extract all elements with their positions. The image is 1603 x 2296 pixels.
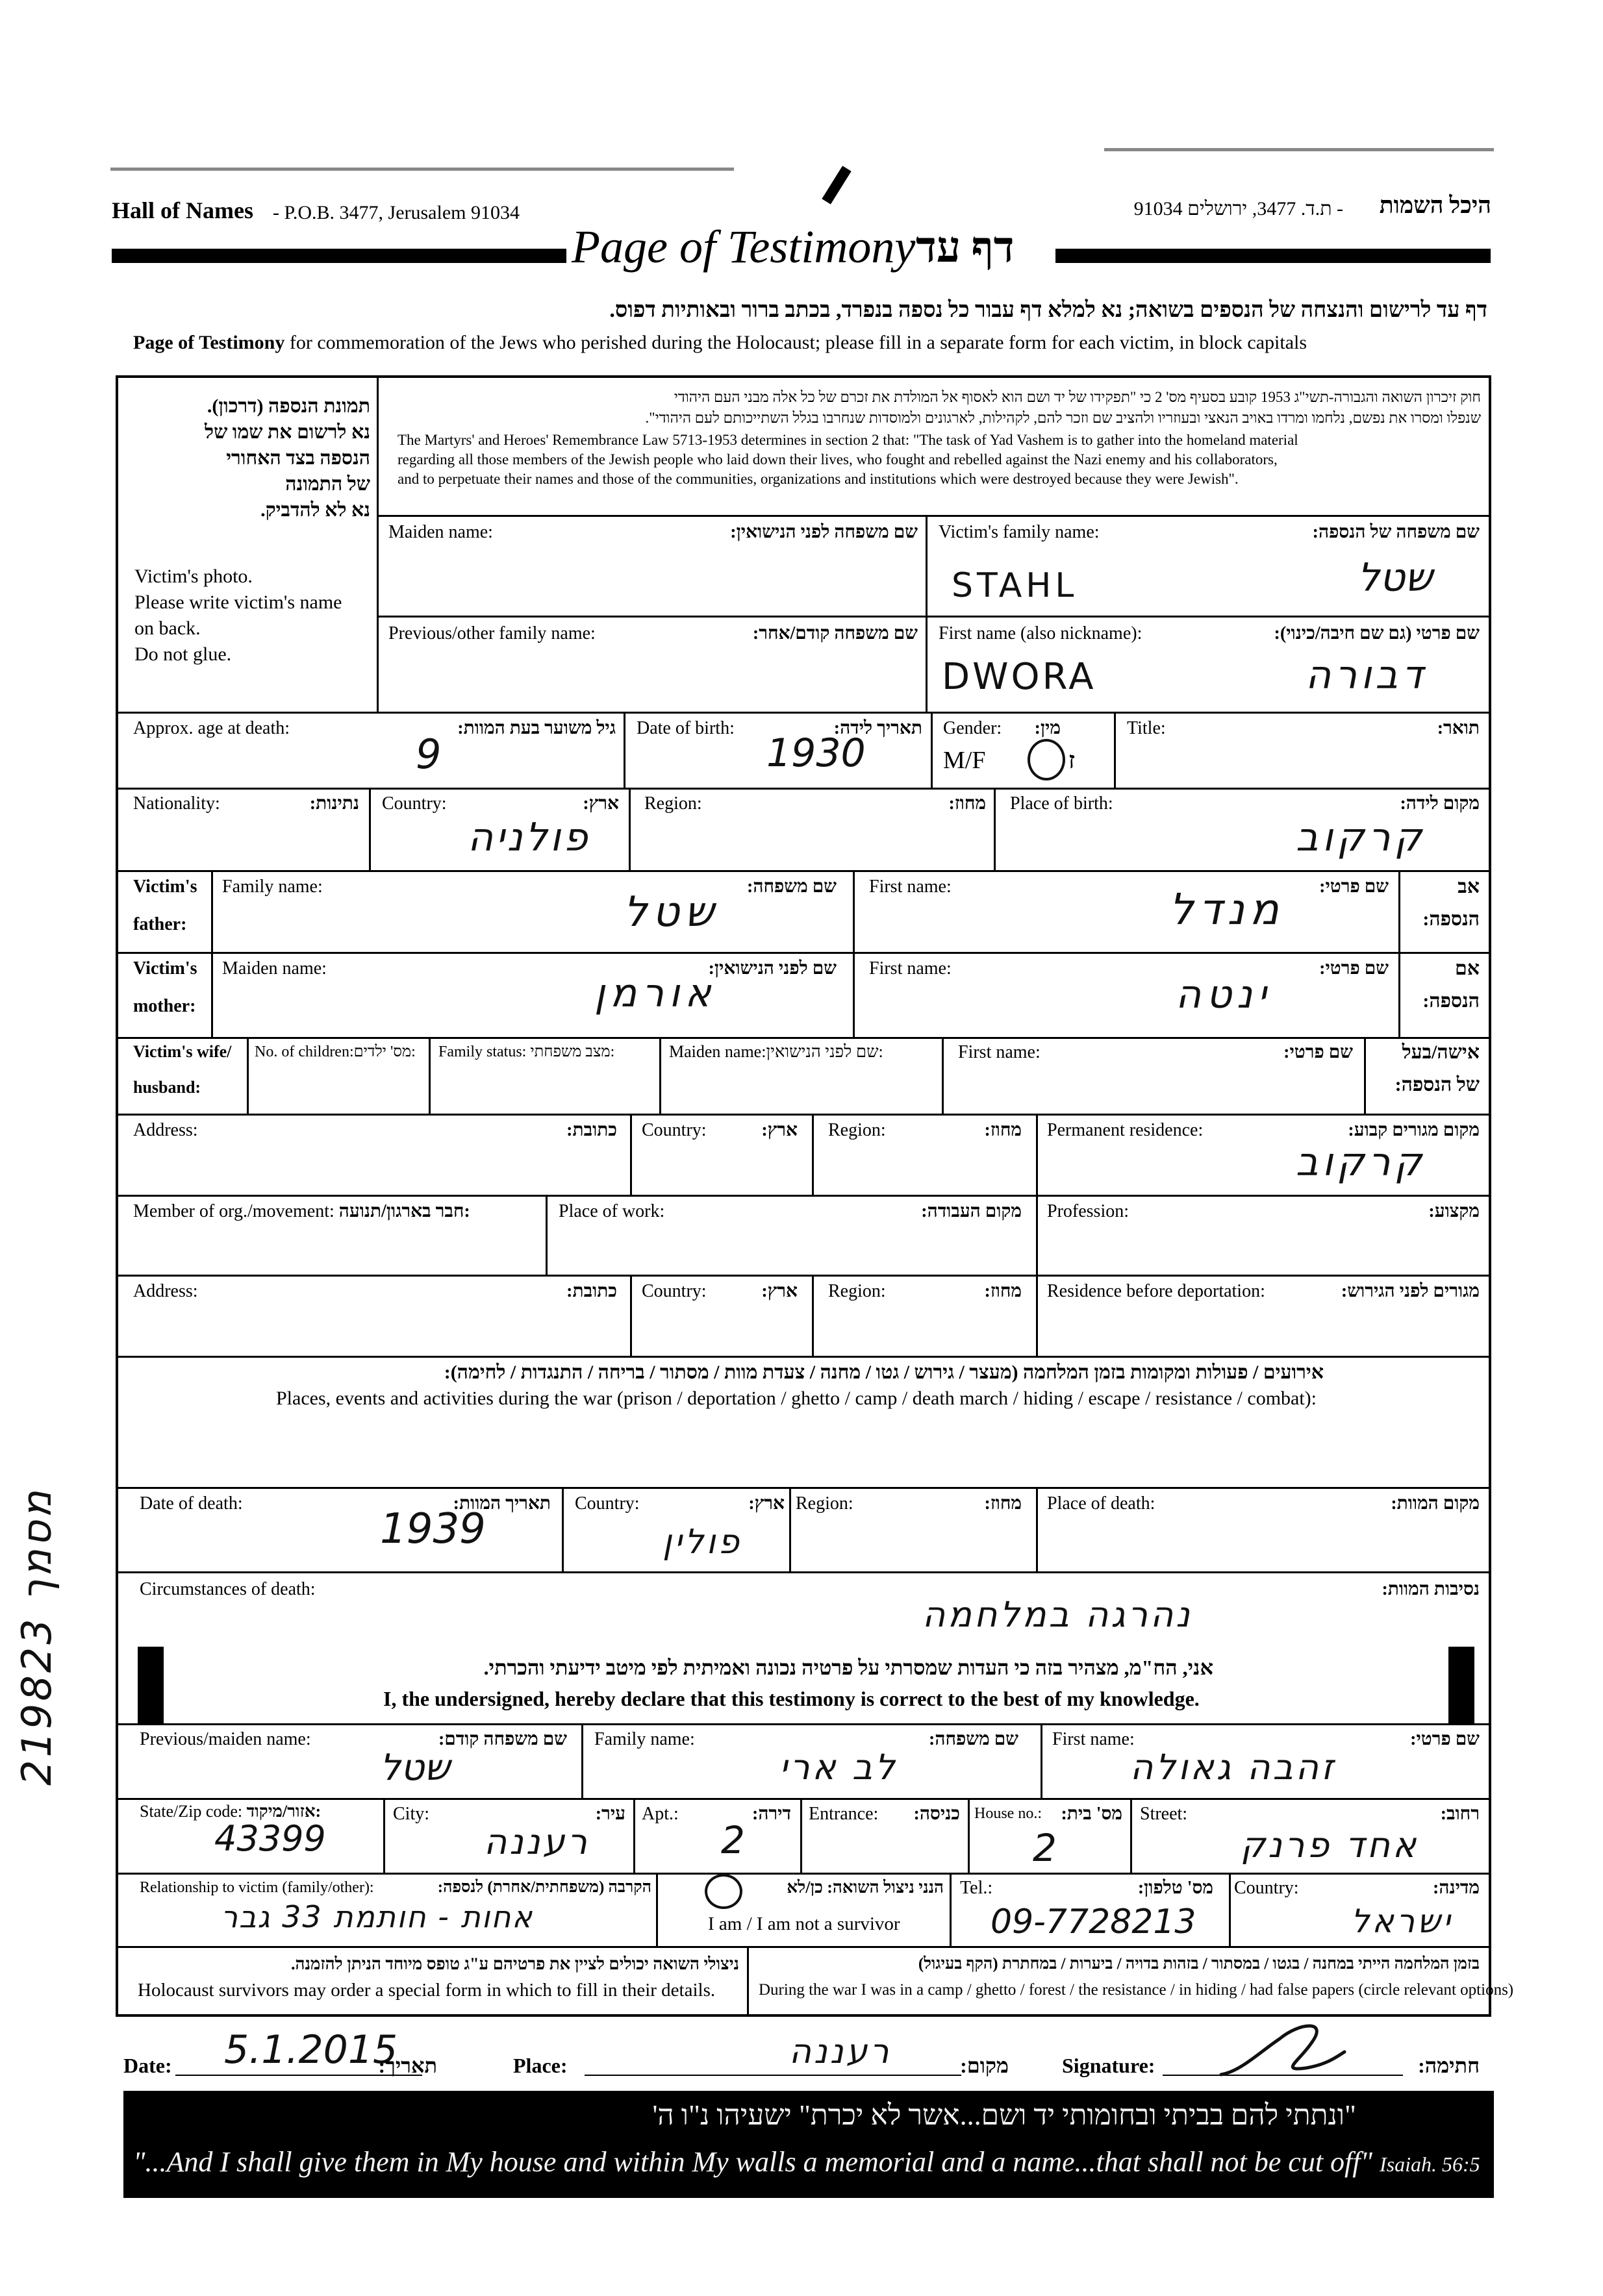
pob-label-he: מקום לידה: bbox=[1400, 793, 1480, 814]
family-label-he: שם משפחה של הנספה: bbox=[1312, 522, 1480, 542]
page-title-en: Page of Testimony bbox=[572, 221, 916, 273]
sub-country-label-en: Country: bbox=[1234, 1878, 1299, 1898]
sub-prev-label-en: Previous/maiden name: bbox=[140, 1729, 311, 1749]
circ-value: נהרגה במלחמה bbox=[922, 1594, 1193, 1635]
first-name-label-he: שם פרטי (גם שם חיבה/כינוי): bbox=[1274, 623, 1480, 643]
spouse-label-en-2: husband: bbox=[133, 1078, 201, 1097]
first-name-label-en: First name (also nickname): bbox=[939, 623, 1142, 643]
rule-sub-addr-top bbox=[116, 1798, 1491, 1800]
member-label: Member of org./movement: חבר בארגון/תנועה: bbox=[133, 1201, 470, 1221]
rule-events-top bbox=[116, 1356, 1491, 1358]
first-name-he-value: דבורה bbox=[1306, 653, 1427, 698]
rule-names-top bbox=[377, 515, 1491, 517]
gender-circle-mark bbox=[1028, 739, 1065, 780]
photo-he-4: של התמונה bbox=[285, 473, 370, 495]
rule-addr-2 bbox=[812, 1114, 814, 1195]
rule-age-top bbox=[116, 712, 1491, 714]
law-en-1: The Martyrs' and Heroes' Remembrance Law 5713-1953 determines in section 2 that: "The task of Yad Vashem is to gather into the homeland material bbox=[398, 432, 1298, 448]
father-first-label-he: שם פרטי: bbox=[1319, 877, 1389, 897]
survivor-form-he: ניצולי השואה יכולים לציין את פרטיהם ע"ג טופס מיוחד הניתן להזמנה. bbox=[291, 1954, 739, 1973]
rule-death-top bbox=[116, 1487, 1491, 1489]
rule-rel-2 bbox=[950, 1873, 952, 1946]
house-value: 2 bbox=[1033, 1826, 1057, 1870]
mother-label-en-2: mother: bbox=[133, 996, 196, 1016]
work-label-en: Place of work: bbox=[559, 1201, 665, 1221]
title-bar-right bbox=[1055, 249, 1491, 263]
hall-address-en: - P.O.B. 3477, Jerusalem 91034 bbox=[273, 202, 520, 223]
maiden-label-he: שם משפחה לפני הנישואין: bbox=[730, 522, 918, 542]
sub-first-value: זהבה גאולה bbox=[1130, 1747, 1336, 1788]
place-line bbox=[585, 2075, 961, 2076]
father-family-label-he: שם משפחה: bbox=[747, 877, 837, 897]
rule-death-1 bbox=[562, 1487, 564, 1571]
declaration-en: I, the undersigned, hereby declare that this testimony is correct to the best of my knowledge. bbox=[383, 1687, 1200, 1710]
family-name-he-value: שטל bbox=[1357, 555, 1433, 601]
rule-age-1 bbox=[624, 712, 625, 788]
profession-label-he: מקצוע: bbox=[1428, 1201, 1480, 1221]
street-label-en: Street: bbox=[1140, 1804, 1188, 1824]
circ-label-en: Circumstances of death: bbox=[140, 1579, 316, 1599]
relationship-label-he: הקרבה (משפחתית/אחרת) לנספה: bbox=[437, 1878, 651, 1896]
spouse-first-label-en: First name: bbox=[958, 1042, 1041, 1062]
rule-age-2 bbox=[931, 712, 933, 788]
apt-value: 2 bbox=[721, 1818, 745, 1862]
house-label-en: House no.: bbox=[974, 1805, 1042, 1822]
perm-residence-label-en: Permanent residence: bbox=[1047, 1120, 1204, 1140]
rule-names-mid bbox=[926, 515, 928, 712]
zip-value: 43399 bbox=[214, 1818, 326, 1859]
rule-death-3 bbox=[1036, 1487, 1038, 1571]
spouse-label-en-1: Victim's wife/ bbox=[133, 1042, 232, 1061]
spouse-maiden-label: Maiden name:שם לפני הנישואין: bbox=[669, 1042, 883, 1061]
place-label-en: Place: bbox=[513, 2054, 568, 2077]
spouse-first-label-he: שם פרטי: bbox=[1283, 1042, 1353, 1062]
dep-country-label-en: Country: bbox=[642, 1281, 707, 1301]
rule-circ-top bbox=[116, 1571, 1491, 1573]
profession-label-en: Profession: bbox=[1047, 1201, 1129, 1221]
addr-region-label-en: Region: bbox=[828, 1120, 886, 1140]
rule-dep-3 bbox=[1036, 1275, 1038, 1356]
war-options-en: During the war I was in a camp / ghetto / forest / the resistance / in hiding / had false papers (circle relevant options) bbox=[759, 1981, 1514, 1999]
rule-spouse-3 bbox=[659, 1037, 661, 1114]
footer-verse-en: "...And I shall give them in My house and within My walls a memorial and a name...that shall not be cut off" Isaiah. 56:5 bbox=[133, 2146, 1480, 2178]
pod-label-en: Place of death: bbox=[1047, 1493, 1155, 1514]
nationality-label-en: Nationality: bbox=[133, 793, 220, 814]
apt-label-en: Apt.: bbox=[642, 1804, 679, 1824]
title-label-he: תואר: bbox=[1437, 718, 1480, 738]
addr-region-label-he: מחוז: bbox=[984, 1120, 1022, 1140]
sub-country-label-he: מדינה: bbox=[1433, 1878, 1480, 1898]
decl-bar-left bbox=[138, 1647, 164, 1723]
nat-region-label-en: Region: bbox=[644, 793, 702, 814]
sub-family-label-he: שם משפחה: bbox=[929, 1729, 1018, 1749]
dep-address-label-en: Address: bbox=[133, 1281, 198, 1301]
dod-value: 1939 bbox=[380, 1505, 486, 1553]
entrance-label-en: Entrance: bbox=[809, 1804, 879, 1824]
rule-addr-3 bbox=[1036, 1114, 1038, 1195]
rule-spouse-2 bbox=[429, 1037, 431, 1114]
street-value: אחד פרנק bbox=[1241, 1825, 1419, 1866]
sub-prev-label-he: שם משפחה קודם: bbox=[438, 1729, 567, 1749]
gender-label-en: Gender: bbox=[943, 718, 1002, 738]
tel-label-he: מס' טלפון: bbox=[1137, 1878, 1213, 1898]
mother-maiden-label-he: שם לפני הנישואין: bbox=[708, 958, 837, 979]
rule-org-2 bbox=[1036, 1195, 1038, 1275]
law-he-1: חוק זיכרון השואה והגבורה-תשי"ג 1953 קובע בסעיף מס' 2 כי "תפקידו של יד ושם הוא לאסוף אל המולדת את זכרם של כל אלה מבני העם היהודי bbox=[674, 389, 1481, 405]
title-label-en: Title: bbox=[1127, 718, 1166, 738]
dod-label-en: Date of death: bbox=[140, 1493, 243, 1514]
rule-nat-1 bbox=[369, 788, 371, 870]
addr-country-label-en: Country: bbox=[642, 1120, 707, 1140]
survivor-form-en: Holocaust survivors may order a special form in which to fill in their details. bbox=[138, 1980, 716, 2001]
city-label-en: City: bbox=[393, 1804, 430, 1824]
death-country-value: פולין bbox=[663, 1523, 742, 1562]
gender-mf: M/F bbox=[943, 747, 986, 774]
rule-rel-top bbox=[116, 1873, 1491, 1875]
relationship-label-en: Relationship to victim (family/other): bbox=[140, 1879, 374, 1896]
decl-bar-right bbox=[1448, 1647, 1474, 1723]
nat-country-label-en: Country: bbox=[382, 793, 447, 814]
sub-first-label-en: First name: bbox=[1052, 1729, 1135, 1749]
father-family-value: שטל bbox=[624, 888, 720, 936]
rule-sa-1 bbox=[383, 1798, 385, 1873]
photo-he-1: תמונת הנספה (דרכון). bbox=[207, 395, 370, 417]
photo-en-2: Please write victim's name bbox=[134, 592, 342, 613]
entrance-label-he: כניסה: bbox=[913, 1804, 960, 1824]
death-region-label-en: Region: bbox=[796, 1493, 853, 1514]
header-faded-line-right bbox=[1104, 148, 1494, 151]
dod-label-he: תאריך המוות: bbox=[453, 1493, 551, 1514]
rule-spouse-5 bbox=[1364, 1037, 1366, 1114]
photo-he-5: נא לא להדביק. bbox=[260, 499, 370, 521]
declaration-he: אני, הח"מ, מצהיר בזה כי העדות שמסרתי על פרטיה נכונה ואמיתית לפי מיטב ידיעתי והכרתי. bbox=[483, 1656, 1213, 1679]
sub-prev-value: שטל bbox=[380, 1747, 450, 1789]
pob-value: קרקוב bbox=[1296, 815, 1426, 860]
events-label-he: אירועים / פעולות ומקומות בזמן המלחמה (מעצר / גירוש / גטו / מחנה / צעדת מוות / מסתור / בריחה / התנגדות / לחימה): bbox=[444, 1362, 1324, 1383]
place-value: רעננה bbox=[789, 2032, 892, 2071]
mother-maiden-value: אורמן bbox=[594, 971, 716, 1016]
mother-label-he-1: אם bbox=[1455, 958, 1480, 979]
rule-nat-2 bbox=[629, 788, 631, 870]
title-bar-left bbox=[112, 249, 566, 263]
dep-region-label-he: מחוז: bbox=[984, 1281, 1022, 1301]
events-label-en: Places, events and activities during the war (prison / deportation / ghetto / camp / death march / hiding / escape / resistance / combat): bbox=[276, 1388, 1317, 1409]
work-label-he: מקום העבודה: bbox=[921, 1201, 1022, 1221]
hall-of-names-he: היכל השמות bbox=[1379, 192, 1491, 218]
rule-sa-2 bbox=[633, 1798, 635, 1873]
father-label-he-1: אב bbox=[1458, 876, 1480, 897]
rule-age-3 bbox=[1114, 712, 1116, 788]
mother-first-value: ינטה bbox=[1176, 972, 1272, 1017]
survivor-label-en: I am / I am not a survivor bbox=[708, 1914, 900, 1934]
dep-country-label-he: ארץ: bbox=[761, 1281, 798, 1301]
house-label-he: מס' בית: bbox=[1061, 1804, 1122, 1824]
law-en-3: and to perpetuate their names and those of the communities, organizations and institutions which were destroyed because they were Jewish". bbox=[398, 471, 1239, 487]
rule-spouse-1 bbox=[247, 1037, 249, 1114]
photo-he-2: נא לרשום את שמו של bbox=[205, 421, 370, 443]
signature-label-en: Signature: bbox=[1062, 2054, 1155, 2077]
rule-notice-top bbox=[116, 1946, 1491, 1948]
sub-country-value: ישראל bbox=[1351, 1903, 1453, 1940]
page-title-he: דף עד bbox=[916, 224, 1015, 271]
signature-label-he: חתימה: bbox=[1418, 2054, 1480, 2077]
family-status-label: Family status: מצב משפחתי: bbox=[438, 1043, 615, 1060]
header-faded-line-left bbox=[110, 168, 734, 171]
dob-label-en: Date of birth: bbox=[637, 718, 735, 738]
mother-label-he-2: הנספה: bbox=[1422, 990, 1480, 1012]
rule-spouse-top bbox=[116, 1037, 1491, 1039]
age-label-he: גיל משוער בעת המוות: bbox=[457, 718, 616, 738]
rule-dep-top bbox=[116, 1275, 1491, 1277]
hall-address-he: - ת.ד. 3477, ירושלים 91034 bbox=[1133, 198, 1343, 219]
nat-country-value: פולניה bbox=[468, 815, 590, 860]
family-name-en-value: STAHL bbox=[952, 566, 1078, 605]
signature-mark bbox=[1215, 2013, 1357, 2084]
rule-org-top bbox=[116, 1195, 1491, 1197]
relationship-value: אחות - חותמת 33 גבר bbox=[221, 1899, 534, 1934]
side-archive-note: מסמך 219823 bbox=[13, 1488, 60, 1786]
father-first-value: מנדל bbox=[1169, 884, 1284, 934]
resdep-label-he: מגורים לפני הגירוש: bbox=[1341, 1281, 1480, 1301]
death-country-label-en: Country: bbox=[575, 1493, 640, 1514]
address-label-en: Address: bbox=[133, 1120, 198, 1140]
spouse-label-he-2: של הנספה: bbox=[1395, 1074, 1480, 1095]
place-label-he: מקום: bbox=[960, 2054, 1009, 2077]
date-value: 5.1.2015 bbox=[224, 2027, 398, 2073]
rule-addr-1 bbox=[630, 1114, 632, 1195]
mother-label-en-1: Victim's bbox=[133, 958, 197, 979]
street-label-he: רחוב: bbox=[1440, 1804, 1480, 1824]
circ-label-he: נסיבות המוות: bbox=[1382, 1579, 1480, 1599]
gender-label-he: מין: bbox=[1034, 718, 1061, 738]
rule-nat-top bbox=[116, 788, 1491, 790]
city-label-he: עיר: bbox=[595, 1804, 625, 1824]
intro-en: Page of Testimony for commemoration of the Jews who perished during the Holocaust; please fill in a separate form for each victim, in block capitals bbox=[133, 332, 1307, 353]
pod-label-he: מקום המוות: bbox=[1391, 1493, 1480, 1514]
apt-label-he: דירה: bbox=[752, 1804, 791, 1824]
father-first-label-en: First name: bbox=[869, 877, 952, 897]
rule-mother-top bbox=[116, 952, 1491, 954]
rule-sa-5 bbox=[1130, 1798, 1132, 1873]
rule-spouse-4 bbox=[942, 1037, 944, 1114]
father-label-en-1: Victim's bbox=[133, 877, 197, 897]
date-label-en: Date: bbox=[123, 2054, 172, 2077]
prev-family-label-he: שם משפחה קודם/אחר: bbox=[752, 623, 918, 643]
date-label-he: תאריך: bbox=[378, 2054, 437, 2077]
mother-first-label-he: שם פרטי: bbox=[1319, 958, 1389, 979]
intro-he: דף עד לרישום והנצחה של הנספים בשואה; נא למלא דף עבור כל נספה בנפרד, בכתב ברור ובאותיות דפוס. bbox=[609, 298, 1487, 322]
death-country-label-he: ארץ: bbox=[748, 1493, 785, 1514]
tel-label-en: Tel.: bbox=[960, 1878, 993, 1898]
addr-country-label-he: ארץ: bbox=[761, 1120, 798, 1140]
rule-addr-top bbox=[116, 1114, 1491, 1116]
rule-notice-mid bbox=[747, 1946, 749, 2017]
first-name-en-value: DWORA bbox=[942, 656, 1096, 698]
law-he-2: שנפלו ומסרו את נפשם, נלחמו ומרדו באויב הנאצי ובעוזריו ולהציב שם וזכר להם, לקהילות, לארגונים ולמוסדות שנחרבו בגלל השתייכותם לעם היהודי". bbox=[645, 410, 1481, 426]
photo-he-3: הנספה בצד האחורי bbox=[226, 447, 370, 469]
city-value: רעננה bbox=[484, 1821, 590, 1862]
rule-nat-3 bbox=[994, 788, 996, 870]
father-label-en-2: father: bbox=[133, 914, 187, 934]
mother-maiden-label-en: Maiden name: bbox=[222, 958, 327, 979]
rule-sub-2 bbox=[1041, 1723, 1042, 1798]
age-label-en: Approx. age at death: bbox=[133, 718, 290, 738]
rule-sub-1 bbox=[581, 1723, 583, 1798]
rule-death-2 bbox=[789, 1487, 791, 1571]
rule-sa-3 bbox=[800, 1798, 802, 1873]
spouse-label-he-1: אישה/בעל bbox=[1402, 1042, 1480, 1063]
photo-en-3: on back. bbox=[134, 618, 201, 639]
dob-label-he: תאריך לידה: bbox=[833, 718, 922, 738]
father-label-he-2: הנספה: bbox=[1422, 908, 1480, 930]
address-label-he: כתובת: bbox=[566, 1120, 617, 1140]
resdep-label-en: Residence before deportation: bbox=[1047, 1281, 1265, 1301]
perm-residence-label-he: מקום מגורים קבוע: bbox=[1348, 1120, 1480, 1140]
maiden-label-en: Maiden name: bbox=[388, 522, 493, 542]
hall-of-names-en: Hall of Names bbox=[112, 197, 253, 223]
photo-en-1: Victim's photo. bbox=[134, 566, 253, 587]
prev-family-label-en: Previous/other family name: bbox=[388, 623, 596, 643]
mother-first-label-en: First name: bbox=[869, 958, 952, 979]
war-options-he: בזמן המלחמה הייתי במחנה / בגטו / במסתור / בזהות בדויה / ביערות / במחתרת (הקף בעיגול) bbox=[918, 1955, 1480, 1973]
survivor-circle-mark bbox=[705, 1874, 742, 1909]
photo-en-4: Do not glue. bbox=[134, 643, 232, 665]
rule-dep-2 bbox=[812, 1275, 814, 1356]
rule-sub-top bbox=[116, 1723, 1491, 1725]
rule-rel-3 bbox=[1229, 1873, 1231, 1946]
sub-family-label-en: Family name: bbox=[594, 1729, 695, 1749]
footer-verse-he: "ונתתי להם בביתי ובחומותי יד ושם...אשר לא יכרת" ישעיהו נ"ו ה' bbox=[652, 2099, 1356, 2131]
tel-value: 09-7728213 bbox=[991, 1903, 1196, 1941]
rule-dep-1 bbox=[630, 1275, 632, 1356]
nat-country-label-he: ארץ: bbox=[583, 793, 619, 814]
nationality-label-he: נתינות: bbox=[309, 793, 359, 814]
nat-region-label-he: מחוז: bbox=[948, 793, 986, 814]
rule-names-mid-h bbox=[377, 616, 1491, 618]
sub-first-label-he: שם פרטי: bbox=[1410, 1729, 1480, 1749]
sub-family-value: לב ארי bbox=[779, 1747, 898, 1788]
gender-suffix: ז bbox=[1068, 747, 1076, 773]
zip-label: State/Zip code: אזור/מיקוד: bbox=[140, 1802, 322, 1821]
rule-sa-4 bbox=[968, 1798, 970, 1873]
death-region-label-he: מחוז: bbox=[984, 1493, 1022, 1514]
dob-value: 1930 bbox=[766, 730, 866, 776]
pob-label-en: Place of birth: bbox=[1010, 793, 1113, 814]
family-label-en: Victim's family name: bbox=[939, 522, 1100, 542]
rule-org-1 bbox=[546, 1195, 548, 1275]
survivor-label-he: הנני ניצול השואה: כן/לא bbox=[787, 1878, 944, 1897]
dep-address-label-he: כתובת: bbox=[566, 1281, 617, 1301]
rule-father-top bbox=[116, 870, 1491, 872]
law-en-2: regarding all those members of the Jewish people who laid down their lives, who fought and rebelled against the Nazi enemy and his collaborators, bbox=[398, 451, 1278, 468]
photo-divider bbox=[377, 375, 379, 712]
age-value: 9 bbox=[416, 730, 442, 778]
pen-mark bbox=[822, 166, 851, 204]
rule-rel-1 bbox=[656, 1873, 658, 1946]
father-family-label-en: Family name: bbox=[222, 877, 323, 897]
perm-residence-value: קרקוב bbox=[1296, 1140, 1426, 1185]
children-label: No. of children:מס' ילדים: bbox=[255, 1043, 416, 1060]
dep-region-label-en: Region: bbox=[828, 1281, 886, 1301]
